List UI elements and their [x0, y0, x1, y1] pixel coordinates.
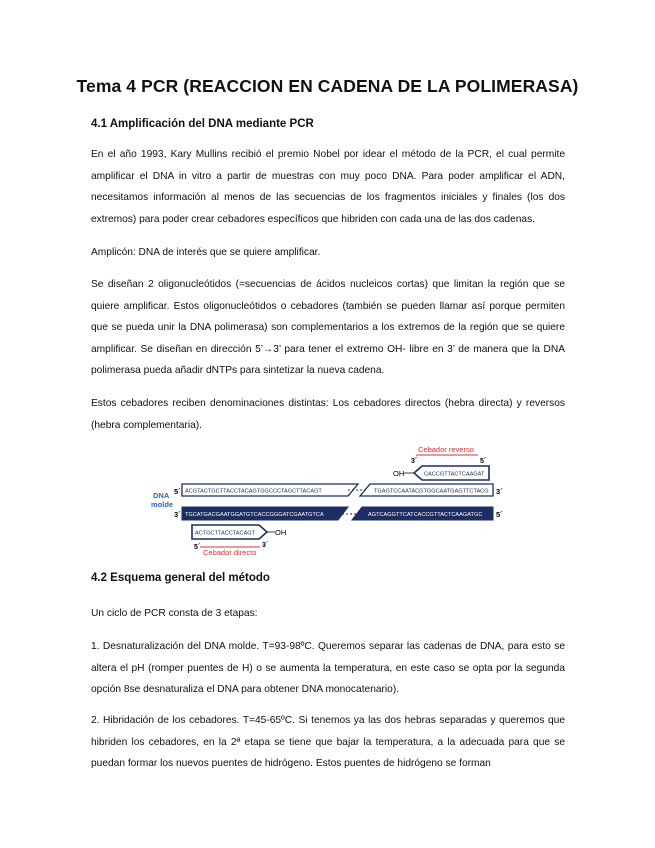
dna-label: DNA — [153, 491, 170, 500]
reverse-primer-5prime: 5´ — [480, 458, 487, 465]
paragraph-amplicon: Amplicón: DNA de interés que se quiere amplificar. — [91, 247, 321, 258]
top-strand-5prime: 5´ — [174, 487, 181, 496]
pcr-primer-diagram — [148, 443, 518, 561]
paragraph-desnaturalizacion: 1. Desnaturalización del DNA molde. T=93-98ºC. Queremos separar las cadenas de DNA, para esto se altera el pH (romper puentes de H) o se aumenta la temperatura, en este caso se opta por la segunda opción 8se desnaturaliza el DNA para obtener DNA monocatenario). — [91, 641, 565, 695]
bottom-strand-right-sequence: AGTCAGGTTCATCACCGTTACTCAAGATGC — [368, 512, 483, 518]
section-heading-4-1: 4.1 Amplificación del DNA mediante PCR — [91, 118, 314, 130]
direct-primer-3prime: 3´ — [262, 542, 269, 549]
direct-primer-5prime: 5´ — [194, 544, 201, 551]
direct-primer-oh: OH — [275, 528, 287, 537]
paragraph-oligonucleotides: Se diseñan 2 oligonucleótidos (=secuencias de ácidos nucleicos cortas) que limitan la región que se quiere amplificar. Estos oligonucleótidos o cebadores (también se pueden llamar así porque permiten que se pueda unir la DNA polimerasa) son complementarios a los extremos de la región que se quiere amplificar. Se diseñan en dirección 5’→3’ para tener el extremo OH- libre en 3’ de manera que la DNA polimerasa pueda añadir dNTPs para sintetizar la nueva cadena. — [91, 279, 565, 376]
top-strand-3prime: 3´ — [496, 487, 503, 496]
direct-primer-sequence: ACTGCTTACCTACAGT — [195, 530, 256, 537]
paragraph-hibridacion: 2. Hibridación de los cebadores. T=45-65ºC. Si tenemos ya las dos hebras separadas y queremos que hibriden los cebadores, en la 2ª etapa se tiene que bajar la temperatura, a la adecuada para que se puedan formar los nuevos puentes de hidrógeno. Estos puentes de hidrógeno se forman — [91, 715, 565, 769]
reverse-primer-sequence: CACCGTTACTCAAGAT — [424, 471, 485, 478]
bottom-strand-left-sequence: TGCATGACGAATGGATGTCACCGGGATCGAATGTCA — [185, 512, 324, 518]
bottom-strand-5prime: 5´ — [496, 510, 503, 519]
paragraph-pcr-intro: En el año 1993, Kary Mullins recibió el premio Nobel por idear el método de la PCR, el cual permite amplificar el DNA in vitro a partir de muestras con muy poco DNA. Para poder amplificar el ADN, necesitamos información al menos de las secuencias de los fragmentos iniciales y finales (los dos extremos) para poder crear cebadores específicos que hibriden con cada una de las dos cadenas. — [91, 149, 565, 225]
reverse-primer-3prime: 3´ — [411, 458, 418, 465]
paragraph-cebadores: Estos cebadores reciben denominaciones distintas: Los cebadores directos (hebra directa) y reversos (hebra complementaria). — [91, 398, 565, 431]
top-strand-left-sequence: ACGTACTGCTTACCTACAGTGGCCCTAGCTTACAGT — [185, 488, 322, 495]
top-strand-right-sequence: TGAGTCCAATACGTGGCAATGAGTTCTACG — [374, 488, 489, 495]
direct-primer-label: Cebador directo — [203, 548, 257, 557]
molde-label: molde — [151, 500, 174, 509]
reverse-primer-oh: OH — [393, 469, 405, 478]
page-title: Tema 4 PCR (REACCION EN CADENA DE LA POLIMERASA) — [76, 76, 579, 96]
reverse-primer-label: Cebador reverso — [418, 445, 474, 454]
paragraph-ciclo-pcr: Un ciclo de PCR consta de 3 etapas: — [91, 608, 258, 619]
section-heading-4-2: 4.2 Esquema general del método — [91, 572, 270, 584]
bottom-strand-3prime: 3´ — [174, 510, 181, 519]
